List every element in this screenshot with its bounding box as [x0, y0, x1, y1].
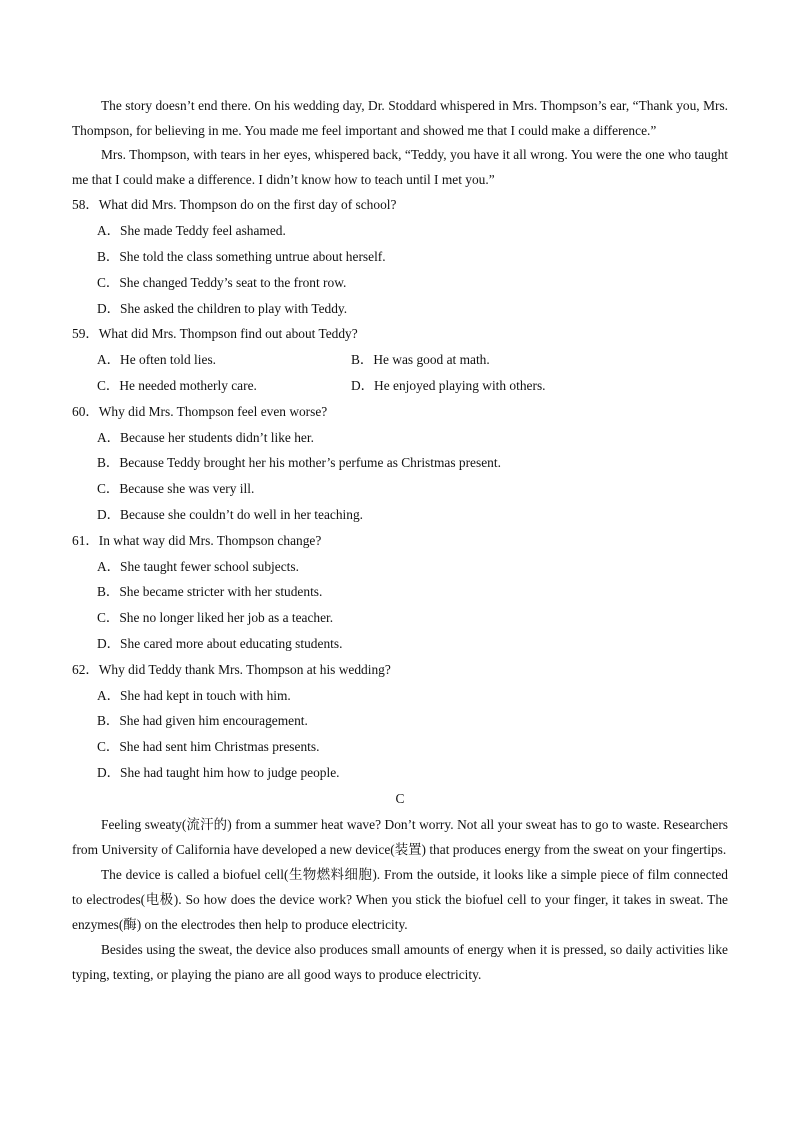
- question-59: [72, 321, 728, 398]
- option-row: [97, 373, 728, 399]
- option-d: D．He enjoyed playing with others.: [351, 377, 546, 393]
- option-c: C．Because she was very ill.: [97, 481, 255, 497]
- question-60: [72, 399, 728, 528]
- question-stem: 61．In what way did Mrs. Thompson change?: [72, 532, 322, 548]
- passage-paragraph: The device is called a biofuel cell(生物燃料细胞). From the outside, it looks like a simple piece of film connected to electrodes(电极). So how does the device work? When you stick the biofuel cell to your finger, it takes in sweat. The enzymes(酶) on the electrodes then help to produce electricity.: [72, 866, 728, 932]
- option-a: A．Because her students didn’t like her.: [97, 429, 314, 445]
- option-c: C．She changed Teddy’s seat to the front row.: [97, 274, 347, 290]
- question-stem: 62．Why did Teddy thank Mrs. Thompson at his wedding?: [72, 661, 391, 677]
- question-stem: 59．What did Mrs. Thompson find out about Teddy?: [72, 326, 358, 342]
- passage-paragraph: Besides using the sweat, the device also produces small amounts of energy when it is pressed, so daily activities like typing, texting, or playing the piano are all good ways to produce electricity.: [72, 941, 728, 982]
- option-row: [97, 347, 728, 373]
- option-b: B．She told the class something untrue about herself.: [97, 248, 386, 264]
- option-d: D．She asked the children to play with Teddy.: [97, 300, 348, 316]
- passage-paragraph: Feeling sweaty(流汗的) from a summer heat wave? Don’t worry. Not all your sweat has to go to waste. Researchers from University of California have developed a new device(装置) that produces energy from the sweat on your fingertips.: [72, 816, 728, 857]
- option-d: D．She cared more about educating students.: [97, 635, 343, 651]
- section-heading: C: [395, 790, 405, 806]
- option-b: B．She became stricter with her students.: [97, 584, 323, 600]
- option-b: B．Because Teddy brought her his mother’s perfume as Christmas present.: [97, 455, 501, 471]
- passage-paragraph: The story doesn’t end there. On his wedding day, Dr. Stoddard whispered in Mrs. Thompson’s ear, “Thank you, Mrs. Thompson, for believing in me. You made me feel important and showed me that I could make a difference.”: [72, 98, 728, 138]
- option-d: D．She had taught him how to judge people.: [97, 764, 340, 780]
- option-c: C．He needed motherly care.: [97, 377, 257, 393]
- option-c: C．She no longer liked her job as a teacher.: [97, 610, 334, 626]
- option-a: A．She taught fewer school subjects.: [97, 558, 299, 574]
- option-c: C．She had sent him Christmas presents.: [97, 739, 320, 755]
- option-b: B．He was good at math.: [351, 352, 490, 368]
- passage-paragraph: Mrs. Thompson, with tears in her eyes, whispered back, “Teddy, you have it all wrong. You were the one who taught me that I could make a difference. I didn’t know how to teach until I met you.”: [72, 147, 728, 187]
- document-page: [72, 94, 728, 987]
- question-61: [72, 528, 728, 657]
- question-stem: 60．Why did Mrs. Thompson feel even worse?: [72, 403, 328, 419]
- question-62: [72, 657, 728, 786]
- option-b: B．She had given him encouragement.: [97, 713, 308, 729]
- option-a: A．She made Teddy feel ashamed.: [97, 223, 286, 239]
- option-a: A．She had kept in touch with him.: [97, 687, 291, 703]
- option-a: A．He often told lies.: [97, 352, 217, 368]
- option-d: D．Because she couldn’t do well in her teaching.: [97, 506, 364, 522]
- question-stem: 58．What did Mrs. Thompson do on the first day of school?: [72, 197, 397, 213]
- question-58: [72, 192, 728, 321]
